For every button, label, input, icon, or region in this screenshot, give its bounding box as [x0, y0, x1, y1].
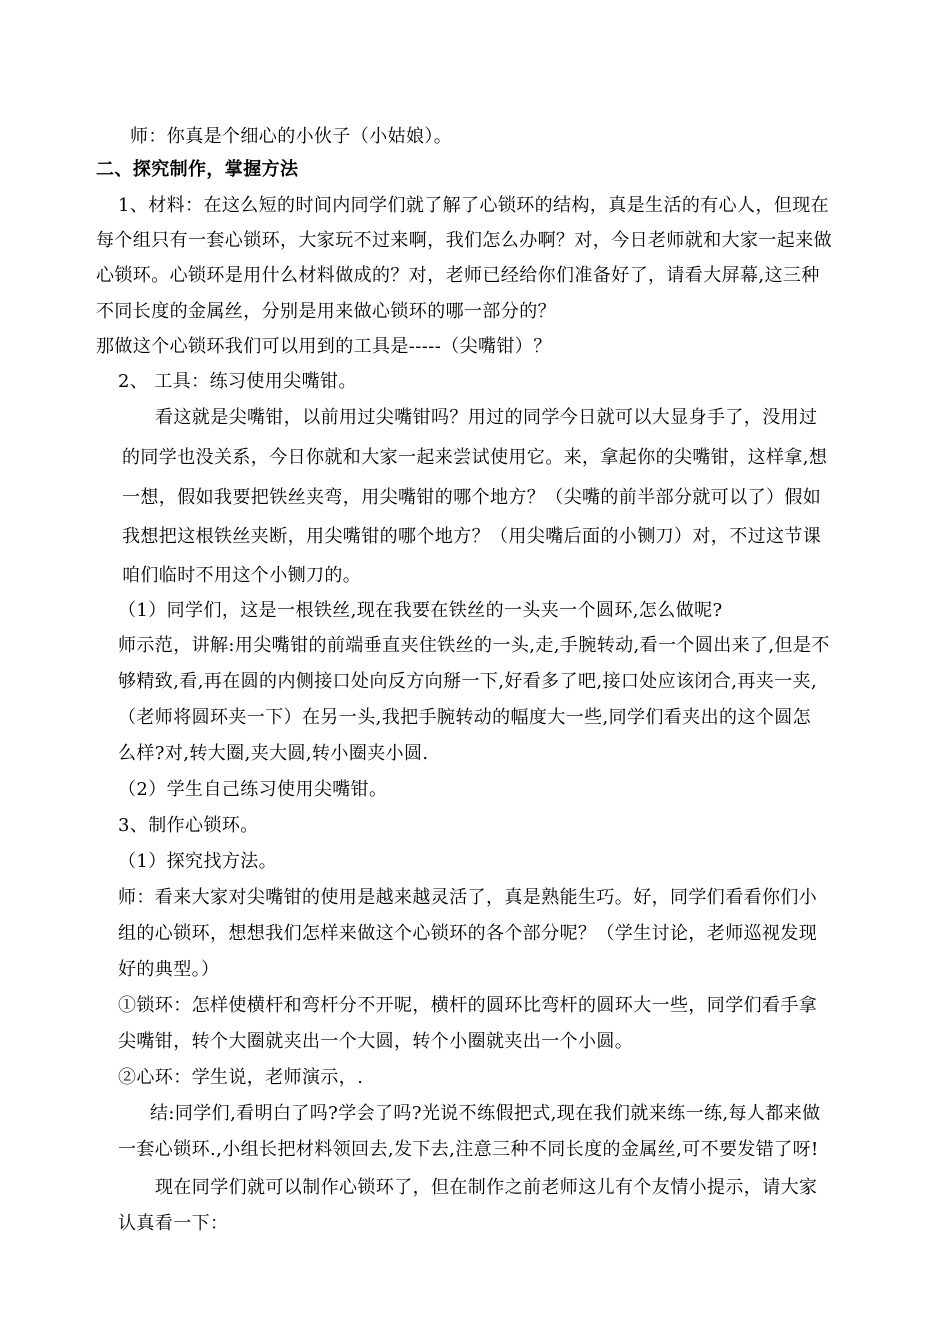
- subsection-heading: 3、制作心锁环。: [118, 815, 259, 836]
- paragraph-line: 够精致,看,再在圆的内侧接口处向反方向掰一下,好看多了吧,接口处应该闭合,再夹一夹,: [118, 671, 818, 692]
- paragraph-line: 师示范，讲解:用尖嘴钳的前端垂直夹住铁丝的一头,走,手腕转动,看一个圆出来了,但是不: [118, 635, 830, 656]
- paragraph-line: 认真看一下：: [118, 1213, 229, 1234]
- paragraph-line: （1）探究找方法。: [118, 851, 278, 872]
- paragraph-line: 结:同学们,看明白了吗?学会了吗?光说不练假把式,现在我们就来练一练,每人都来做: [150, 1103, 821, 1124]
- paragraph-line: 一套心锁环.,小组长把材料领回去,发下去,注意三种不同长度的金属丝,可不要发错了呀!: [118, 1139, 819, 1160]
- paragraph-line: 么样?对,转大圈,夹大圆,转小圈夹小圆.: [118, 743, 429, 764]
- paragraph-line: 好的典型。）: [118, 959, 220, 980]
- paragraph-line: 每个组只有一套心锁环，大家玩不过来啊，我们怎么办啊？对，今日老师就和大家一起来做: [96, 230, 832, 251]
- paragraph-line: 1、材料：在这么短的时间内同学们就了解了心锁环的结构，真是生活的有心人，但现在: [118, 195, 830, 216]
- paragraph-line: 我想把这根铁丝夹断，用尖嘴钳的哪个地方？（用尖嘴后面的小铡刀）对，不过这节课: [122, 526, 822, 547]
- paragraph-line: 那做这个心锁环我们可以用到的工具是-----（尖嘴钳）？: [96, 336, 552, 357]
- paragraph-line: ①锁环：怎样使横杆和弯杆分不开呢，横杆的圆环比弯杆的圆环大一些，同学们看手拿: [118, 995, 818, 1016]
- teacher-praise-line: 师：你真是个细心的小伙子（小姑娘）。: [130, 126, 453, 147]
- paragraph-line: 尖嘴钳，转个大圈就夹出一个大圆，转个小圈就夹出一个小圆。: [118, 1031, 634, 1052]
- subsection-heading: 2、 工具：练习使用尖嘴钳。: [118, 371, 357, 392]
- paragraph-line: 现在同学们就可以制作心锁环了，但在制作之前老师这儿有个友情小提示，请大家: [155, 1177, 818, 1198]
- paragraph-line: （老师将圆环夹一下）在另一头,我把手腕转动的幅度大一些,同学们看夹出的这个圆怎: [118, 707, 812, 728]
- paragraph-line: （1）同学们，这是一根铁丝,现在我要在铁丝的一头夹一个圆环,怎么做呢?: [118, 600, 723, 621]
- paragraph-line: 的同学也没关系，今日你就和大家一起来尝试使用它。来，拿起你的尖嘴钳，这样拿,想: [122, 447, 828, 468]
- paragraph-line: （2）学生自己练习使用尖嘴钳。: [118, 779, 388, 800]
- paragraph-line: 组的心锁环，想想我们怎样来做这个心锁环的各个部分呢？（学生讨论，老师巡视发现: [118, 923, 818, 944]
- paragraph-line: 不同长度的金属丝，分别是用来做心锁环的哪一部分的？: [96, 301, 556, 322]
- paragraph-line: 心锁环。心锁环是用什么材料做成的？对，老师已经给你们准备好了，请看大屏幕,这三种: [96, 265, 820, 286]
- paragraph-line: 咱们临时不用这个小铡刀的。: [122, 565, 362, 586]
- paragraph-line: 看这就是尖嘴钳，以前用过尖嘴钳吗？用过的同学今日就可以大显身手了，没用过: [155, 407, 818, 428]
- paragraph-line: 师：看来大家对尖嘴钳的使用是越来越灵活了，真是熟能生巧。好，同学们看看你们小: [118, 887, 818, 908]
- section-heading: 二、探究制作，掌握方法: [96, 159, 299, 180]
- paragraph-line: ②心环：学生说，老师演示，.: [118, 1067, 364, 1088]
- paragraph-line: 一想，假如我要把铁丝夹弯，用尖嘴钳的哪个地方？（尖嘴的前半部分就可以了）假如: [122, 487, 822, 508]
